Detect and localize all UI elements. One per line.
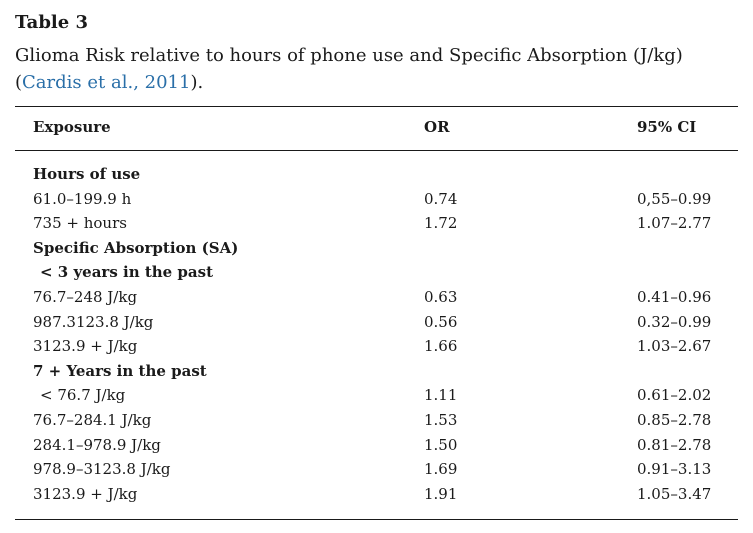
table-row bbox=[0, 211, 753, 236]
cell-ci: 0.41–0.96 bbox=[637, 287, 712, 306]
cell-ci: 0.61–2.02 bbox=[637, 386, 712, 405]
cell-or: 0.56 bbox=[424, 312, 458, 331]
cell-ci: 1.07–2.77 bbox=[637, 214, 712, 233]
section-row bbox=[0, 260, 753, 285]
bottom-rule bbox=[15, 519, 738, 520]
cell-or: 1.69 bbox=[424, 460, 458, 479]
caption-text: Glioma Risk relative to hours of phone use and Specific Absorption (J/kg) ( bbox=[15, 45, 683, 93]
header-rule bbox=[15, 150, 738, 151]
table-row bbox=[0, 285, 753, 310]
cell-exposure: 76.7–284.1 J/kg bbox=[33, 410, 152, 429]
cell-or: 1.53 bbox=[424, 410, 458, 429]
section-row bbox=[0, 236, 753, 261]
cell-exposure: 978.9–3123.8 J/kg bbox=[33, 460, 171, 479]
cell-or: 0.63 bbox=[424, 287, 458, 306]
table-row bbox=[0, 408, 753, 433]
cell-ci: 0.81–2.78 bbox=[637, 435, 712, 454]
cell-exposure: 3123.9 + J/kg bbox=[33, 337, 138, 356]
cell-or: 1.66 bbox=[424, 337, 458, 356]
cell-or: 1.72 bbox=[424, 214, 458, 233]
cell-exposure: 987.3123.8 J/kg bbox=[33, 312, 154, 331]
header-or: OR bbox=[424, 118, 450, 136]
table-label: Table 3 bbox=[15, 12, 89, 33]
table-row bbox=[0, 457, 753, 482]
caption-end: ). bbox=[190, 72, 204, 93]
cell-ci: 0.32–0.99 bbox=[637, 312, 712, 331]
table-row bbox=[0, 482, 753, 507]
cell-or: 0.74 bbox=[424, 189, 458, 208]
table-row bbox=[0, 187, 753, 212]
top-rule bbox=[15, 106, 738, 107]
table-row bbox=[0, 334, 753, 359]
section-row bbox=[0, 162, 753, 187]
table-row bbox=[0, 383, 753, 408]
cell-ci: 0.85–2.78 bbox=[637, 410, 712, 429]
cell-ci: 0,55–0.99 bbox=[637, 189, 712, 208]
cell-exposure: < 76.7 J/kg bbox=[40, 386, 126, 405]
cell-ci: 1.05–3.47 bbox=[637, 484, 712, 503]
section-row bbox=[0, 359, 753, 384]
cell-exposure: Specific Absorption (SA) bbox=[33, 238, 239, 257]
cell-exposure: < 3 years in the past bbox=[40, 263, 214, 282]
cell-ci: 1.03–2.67 bbox=[637, 337, 712, 356]
cell-or: 1.91 bbox=[424, 484, 458, 503]
cell-exposure: 284.1–978.9 J/kg bbox=[33, 435, 161, 454]
citation-link[interactable]: Cardis et al., 2011 bbox=[22, 72, 191, 93]
table-body bbox=[0, 162, 753, 506]
cell-exposure: Hours of use bbox=[33, 165, 141, 183]
table-row bbox=[0, 433, 753, 458]
table-caption bbox=[15, 42, 740, 96]
cell-exposure: 76.7–248 J/kg bbox=[33, 287, 138, 306]
cell-exposure: 735 + hours bbox=[33, 214, 127, 233]
header-exposure: Exposure bbox=[33, 118, 111, 136]
cell-exposure: 3123.9 + J/kg bbox=[33, 484, 138, 503]
cell-ci: 0.91–3.13 bbox=[637, 460, 712, 479]
cell-or: 1.11 bbox=[424, 386, 458, 405]
header-ci: 95% CI bbox=[637, 118, 697, 136]
table-row bbox=[0, 310, 753, 335]
cell-exposure: 7 + Years in the past bbox=[33, 361, 207, 380]
cell-or: 1.50 bbox=[424, 435, 458, 454]
cell-exposure: 61.0–199.9 h bbox=[33, 189, 132, 208]
